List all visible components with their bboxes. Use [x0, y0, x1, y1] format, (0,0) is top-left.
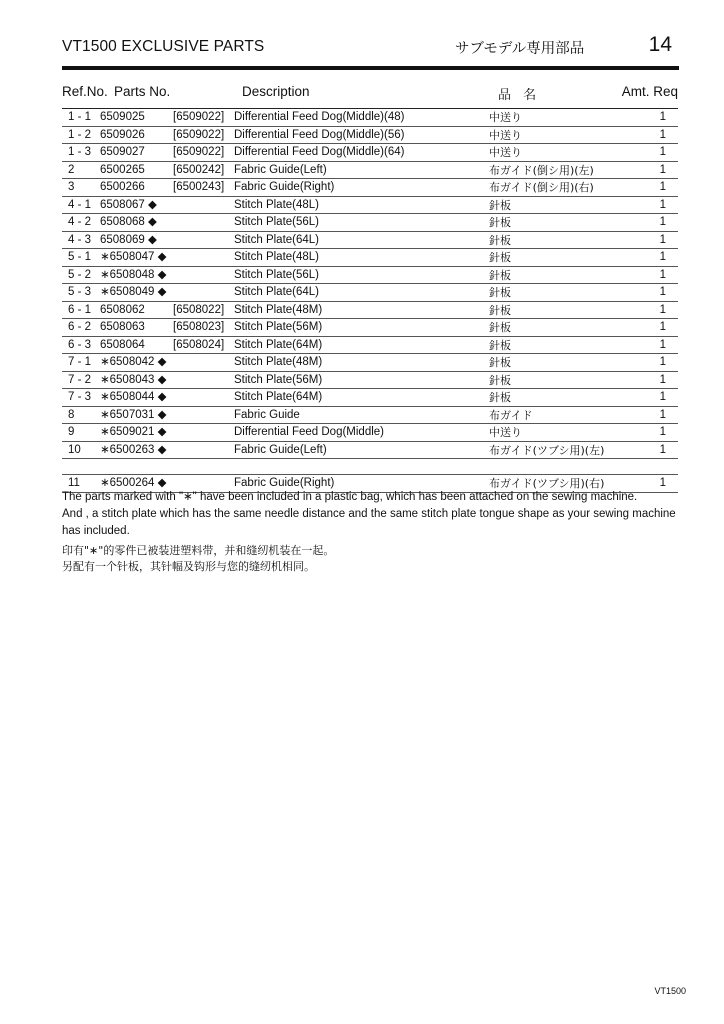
table-row [62, 337, 678, 355]
row-amt-req: 1 [659, 321, 666, 333]
row-amt-req: 1 [659, 128, 666, 141]
table-row [62, 197, 678, 215]
row-parts-no: ∗6500264 ◆ [100, 477, 167, 489]
row-parts-no: ∗6509021 ◆ [100, 426, 167, 438]
row-ref-no: 1 - 2 [68, 128, 92, 141]
column-headers [62, 84, 678, 104]
table-row [62, 319, 678, 337]
table-row [62, 162, 678, 180]
row-name-jp: 針板 [489, 321, 511, 334]
row-old-parts-no: [6508022] [173, 303, 225, 316]
row-description: Differential Feed Dog(Middle)(48) [234, 111, 405, 123]
column-header-ref-no: Ref.No. [62, 84, 108, 99]
row-name-jp: 針板 [489, 216, 511, 229]
row-name-jp: 針板 [489, 198, 511, 212]
table-row [62, 179, 678, 197]
page-number: 14 [648, 33, 672, 56]
row-amt-req: 1 [659, 426, 666, 438]
row-ref-no: 7 - 1 [68, 356, 92, 368]
table-row [62, 127, 678, 145]
note-english-2: And , a stitch plate which has the same needle distance and the same stitch plate tongue shape as your sewing machine has included. [62, 508, 676, 537]
row-name-jp: 針板 [489, 233, 511, 247]
table-row [62, 267, 678, 285]
row-description: Fabric Guide(Left) [234, 443, 327, 456]
row-amt-req: 1 [659, 181, 666, 193]
row-ref-no: 1 - 3 [68, 146, 92, 158]
row-description: Stitch Plate(64M) [234, 391, 323, 403]
row-old-parts-no: [6500242] [173, 163, 225, 176]
row-description: Stitch Plate(56M) [234, 373, 323, 386]
row-ref-no: 6 - 1 [68, 303, 92, 316]
row-amt-req: 1 [659, 408, 666, 421]
parts-table [62, 108, 678, 493]
row-ref-no: 4 - 3 [68, 233, 92, 246]
table-row [62, 214, 678, 232]
column-header-amt-req: Amt. Req [621, 84, 678, 99]
row-parts-no: ∗6508043 ◆ [100, 373, 167, 386]
row-description: Stitch Plate(64L) [234, 233, 320, 246]
row-description: Fabric Guide(Right) [234, 181, 335, 193]
row-parts-no: 6508062 [100, 303, 145, 316]
row-name-jp: 布ガイド(倒シ用)(左) [489, 163, 594, 177]
row-parts-no: 6500265 [100, 163, 145, 176]
row-description: Stitch Plate(56L) [234, 268, 320, 281]
row-parts-no: 6508069 ◆ [100, 233, 157, 246]
table-row [62, 354, 678, 372]
row-parts-no: 6509026 [100, 128, 145, 141]
row-name-jp: 布ガイド [489, 408, 533, 422]
footer-model-code: VT1500 [654, 986, 686, 996]
row-ref-no: 4 - 2 [68, 216, 92, 228]
row-description: Fabric Guide(Right) [234, 477, 335, 489]
notes [62, 489, 678, 575]
row-ref-no: 3 [68, 181, 75, 193]
row-name-jp: 中送り [489, 111, 522, 124]
row-amt-req: 1 [659, 233, 666, 246]
row-name-jp: 布ガイド(ツブシ用)(右) [489, 477, 605, 490]
row-amt-req: 1 [659, 286, 666, 298]
row-description: Stitch Plate(56L) [234, 216, 320, 228]
row-parts-no: 6500266 [100, 181, 145, 193]
row-ref-no: 8 [68, 408, 75, 421]
row-parts-no: 6508067 ◆ [100, 198, 157, 211]
row-amt-req: 1 [659, 477, 666, 489]
table-row [62, 459, 678, 475]
row-old-parts-no: [6509022] [173, 146, 225, 158]
row-ref-no: 1 - 1 [68, 111, 92, 123]
row-amt-req: 1 [659, 443, 666, 456]
row-ref-no: 9 [68, 426, 75, 438]
row-ref-no: 2 [68, 163, 75, 176]
row-ref-no: 11 [68, 477, 80, 489]
table-row [62, 407, 678, 425]
row-name-jp: 中送り [489, 426, 522, 439]
row-description: Fabric Guide(Left) [234, 163, 327, 176]
row-amt-req: 1 [659, 251, 666, 263]
page-title: VT1500 EXCLUSIVE PARTS [62, 38, 265, 55]
row-description: Stitch Plate(48L) [234, 251, 320, 263]
row-name-jp: 針板 [489, 303, 511, 317]
row-ref-no: 5 - 3 [68, 286, 92, 298]
row-parts-no: 6508063 [100, 321, 145, 333]
row-parts-no: ∗6508048 ◆ [100, 268, 167, 281]
row-name-jp: 針板 [489, 391, 511, 404]
row-parts-no: ∗6507031 ◆ [100, 408, 167, 421]
column-header-description: Description [242, 84, 310, 99]
row-old-parts-no: [6509022] [173, 128, 225, 141]
header-rule [62, 66, 679, 70]
table-row [62, 108, 678, 127]
row-amt-req: 1 [659, 356, 666, 368]
row-amt-req: 1 [659, 338, 666, 351]
row-description: Stitch Plate(64L) [234, 286, 320, 298]
row-parts-no: 6509027 [100, 146, 145, 158]
row-ref-no: 5 - 2 [68, 268, 92, 281]
row-parts-no: ∗6508042 ◆ [100, 356, 167, 368]
table-row [62, 372, 678, 390]
row-amt-req: 1 [659, 373, 666, 386]
row-description: Stitch Plate(56M) [234, 321, 323, 333]
table-row [62, 389, 678, 407]
row-name-jp: 針板 [489, 251, 511, 264]
row-old-parts-no: [6509022] [173, 111, 225, 123]
row-description: Differential Feed Dog(Middle)(56) [234, 128, 405, 141]
row-description: Differential Feed Dog(Middle) [234, 426, 384, 438]
row-parts-no: ∗6508047 ◆ [100, 251, 167, 263]
row-description: Fabric Guide [234, 408, 300, 421]
table-row [62, 249, 678, 267]
table-row [62, 442, 678, 460]
row-amt-req: 1 [659, 163, 666, 176]
row-description: Stitch Plate(64M) [234, 338, 323, 351]
row-ref-no: 5 - 1 [68, 251, 92, 263]
row-ref-no: 6 - 3 [68, 338, 92, 351]
row-name-jp: 布ガイド(倒シ用)(右) [489, 181, 594, 194]
row-parts-no: 6509025 [100, 111, 145, 123]
column-header-parts-no: Parts No. [114, 84, 171, 99]
row-old-parts-no: [6508024] [173, 338, 225, 351]
row-parts-no: ∗6508049 ◆ [100, 286, 167, 298]
row-description: Stitch Plate(48L) [234, 198, 320, 211]
row-ref-no: 6 - 2 [68, 321, 92, 333]
table-row [62, 424, 678, 442]
row-description: Differential Feed Dog(Middle)(64) [234, 146, 405, 158]
note-chinese-1: 印有"∗"的零件已被装进塑料带，并和缝纫机装在一起。 [62, 544, 335, 557]
row-ref-no: 7 - 2 [68, 373, 92, 386]
note-chinese-2: 另配有一个针板，其针幅及钩形与您的缝纫机相同。 [62, 560, 315, 573]
page-header [62, 33, 678, 62]
row-name-jp: 針板 [489, 286, 511, 299]
table-row [62, 144, 678, 162]
row-name-jp: 中送り [489, 146, 522, 159]
page-subtitle-jp: サブモデル専用部品 [455, 41, 585, 57]
row-parts-no: 6508068 ◆ [100, 216, 157, 228]
table-row [62, 232, 678, 250]
row-description: Stitch Plate(48M) [234, 303, 323, 316]
row-parts-no: 6508064 [100, 338, 145, 351]
row-amt-req: 1 [659, 198, 666, 211]
row-amt-req: 1 [659, 268, 666, 281]
column-header-name-jp: 品 名 [498, 88, 541, 103]
row-name-jp: 針板 [489, 268, 511, 282]
row-name-jp: 中送り [489, 128, 522, 142]
note-english-1: The parts marked with "∗" have been included in a plastic bag, which has been attached on the sewing machine. [62, 491, 638, 503]
row-ref-no: 4 - 1 [68, 198, 92, 211]
table-row [62, 284, 678, 302]
row-parts-no: ∗6508044 ◆ [100, 391, 167, 403]
row-ref-no: 10 [68, 443, 81, 456]
row-parts-no: ∗6500263 ◆ [100, 443, 167, 456]
table-row [62, 302, 678, 320]
row-name-jp: 布ガイド(ツブシ用)(左) [489, 443, 605, 457]
row-name-jp: 針板 [489, 356, 511, 369]
row-amt-req: 1 [659, 303, 666, 316]
row-name-jp: 針板 [489, 373, 511, 387]
row-name-jp: 針板 [489, 338, 511, 352]
row-old-parts-no: [6508023] [173, 321, 225, 333]
row-old-parts-no: [6500243] [173, 181, 225, 193]
row-amt-req: 1 [659, 391, 666, 403]
row-ref-no: 7 - 3 [68, 391, 92, 403]
row-amt-req: 1 [659, 216, 666, 228]
row-amt-req: 1 [659, 111, 666, 123]
row-amt-req: 1 [659, 146, 666, 158]
row-description: Stitch Plate(48M) [234, 356, 323, 368]
